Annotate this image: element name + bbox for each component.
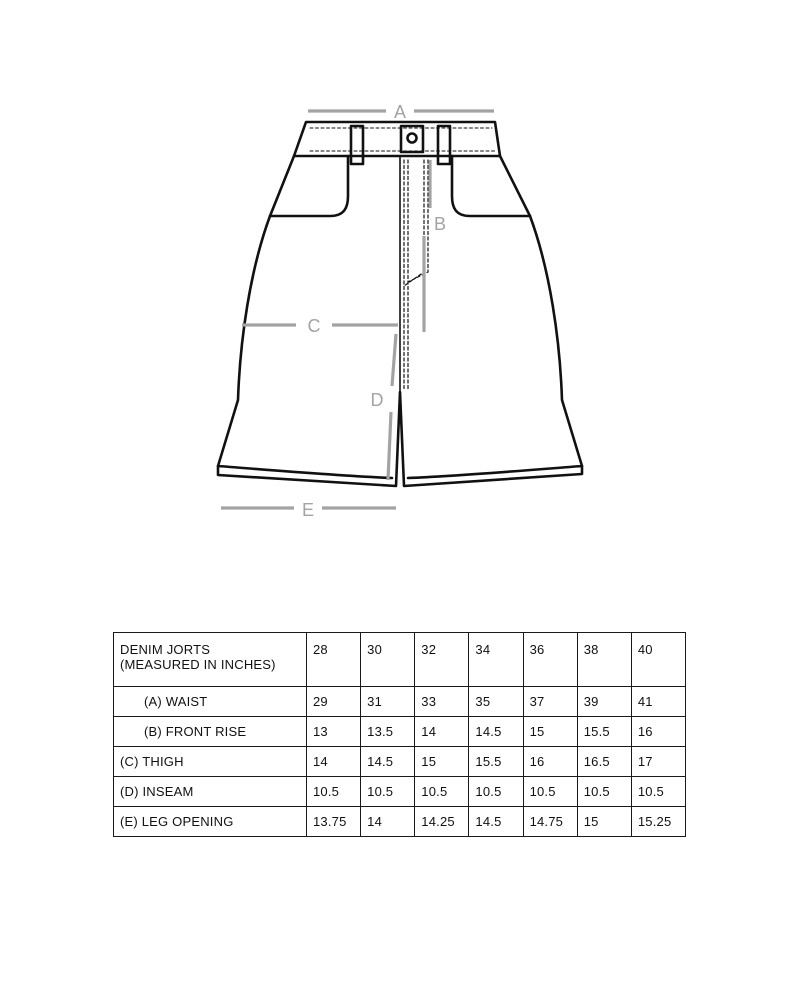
table-title-cell: [114, 633, 307, 687]
measurement-value: 10.5: [307, 777, 361, 807]
measurement-value: 41: [631, 687, 685, 717]
measurement-value: 13: [307, 717, 361, 747]
measurement-value: 10.5: [469, 777, 523, 807]
measurement-value: 14.5: [361, 747, 415, 777]
measurement-value: 14.5: [469, 807, 523, 837]
dim-label-e: E: [301, 500, 315, 520]
measurement-value: 15.25: [631, 807, 685, 837]
table-row: [114, 717, 686, 747]
measurement-value: 37: [523, 687, 577, 717]
size-header: 30: [361, 633, 415, 687]
measurement-value: 15: [415, 747, 469, 777]
measurement-value: 14.5: [469, 717, 523, 747]
measurement-value: 14.75: [523, 807, 577, 837]
measurement-value: 13.5: [361, 717, 415, 747]
size-header: 28: [307, 633, 361, 687]
table-row: [114, 807, 686, 837]
waistband-stitch: [310, 128, 497, 151]
measurement-value: 10.5: [631, 777, 685, 807]
size-chart-table: [113, 632, 686, 837]
measurement-value: 10.5: [577, 777, 631, 807]
belt-loop-left: [351, 126, 363, 164]
dim-label-d: D: [370, 390, 384, 410]
size-header: 40: [631, 633, 685, 687]
table-row: [114, 687, 686, 717]
table-subtitle: (MEASURED IN INCHES): [120, 657, 276, 672]
measurement-value: 17: [631, 747, 685, 777]
measurement-label: (A) WAIST: [114, 687, 307, 717]
fly-stitch: [404, 160, 424, 390]
dim-label-b: B: [433, 214, 447, 234]
button-tab: [401, 126, 423, 152]
measurement-value: 35: [469, 687, 523, 717]
measurement-value: 15.5: [577, 717, 631, 747]
size-header: 38: [577, 633, 631, 687]
dim-label-c: C: [307, 316, 321, 336]
measurement-value: 16: [631, 717, 685, 747]
measurement-value: 16.5: [577, 747, 631, 777]
measurement-value: 14: [415, 717, 469, 747]
pocket-right: [452, 156, 530, 216]
dim-line-d: [388, 412, 391, 480]
measurement-value: 15: [577, 807, 631, 837]
size-header: 34: [469, 633, 523, 687]
measurement-value: 10.5: [361, 777, 415, 807]
measurement-value: 16: [523, 747, 577, 777]
size-header: 32: [415, 633, 469, 687]
table-row: [114, 747, 686, 777]
measurement-value: 33: [415, 687, 469, 717]
measurement-label: (C) THIGH: [114, 747, 307, 777]
measurement-value: 10.5: [415, 777, 469, 807]
measurement-value: 15: [523, 717, 577, 747]
measurement-value: 10.5: [523, 777, 577, 807]
measurement-value: 14: [361, 807, 415, 837]
measurement-value: 15.5: [469, 747, 523, 777]
table-row: [114, 777, 686, 807]
measurement-label: (E) LEG OPENING: [114, 807, 307, 837]
button: [408, 134, 417, 143]
measurement-label: (D) INSEAM: [114, 777, 307, 807]
table-header-row: [114, 633, 686, 687]
measurement-value: 29: [307, 687, 361, 717]
dim-label-a: A: [393, 102, 407, 122]
size-header: 36: [523, 633, 577, 687]
measurement-value: 14.25: [415, 807, 469, 837]
belt-loop-right: [438, 126, 450, 164]
measurement-value: 13.75: [307, 807, 361, 837]
measurement-value: 14: [307, 747, 361, 777]
measurement-label: (B) FRONT RISE: [114, 717, 307, 747]
table-title: DENIM JORTS: [120, 642, 211, 657]
measurement-value: 31: [361, 687, 415, 717]
dim-line-d: [392, 334, 396, 386]
measurement-value: 39: [577, 687, 631, 717]
